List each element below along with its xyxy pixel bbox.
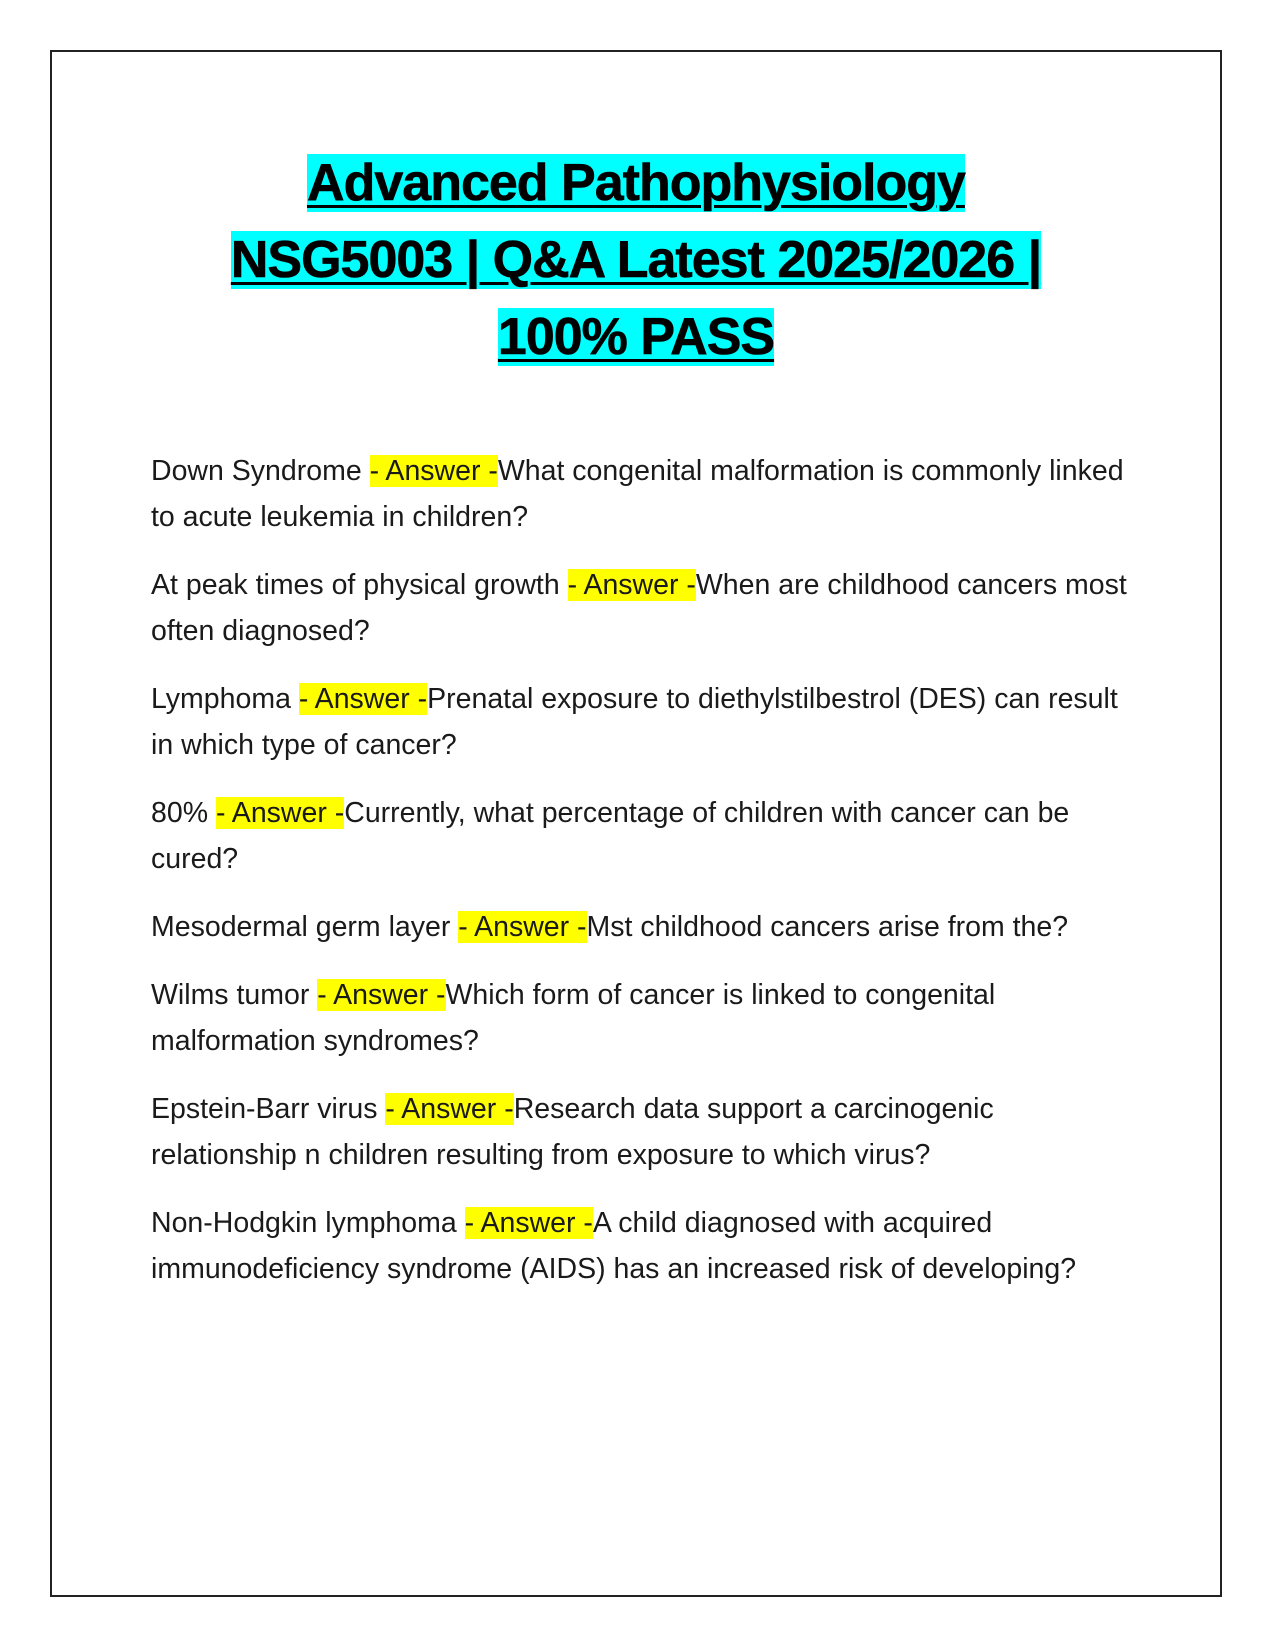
question-text: What congenital malformation is commonly linked to acute leukemia in children? xyxy=(151,455,1124,533)
answer-text: Wilms tumor xyxy=(151,979,318,1011)
qa-list xyxy=(151,448,1136,1314)
answer-separator: - Answer - xyxy=(317,979,446,1011)
answer-separator: - Answer - xyxy=(458,911,587,943)
answer-text: At peak times of physical growth xyxy=(151,569,568,601)
answer-text: Down Syndrome xyxy=(151,455,370,487)
answer-separator: - Answer - xyxy=(464,1207,593,1239)
question-text: Prenatal exposure to diethylstilbestrol (DES) can result in which type of cancer? xyxy=(151,683,1118,761)
title-line-2: NSG5003 | Q&A Latest 2025/2026 | xyxy=(230,231,1042,289)
qa-item xyxy=(151,904,1136,950)
qa-item xyxy=(151,1086,1136,1178)
qa-item xyxy=(151,972,1136,1064)
answer-separator: - Answer - xyxy=(369,455,498,487)
qa-item xyxy=(151,448,1136,540)
qa-item xyxy=(151,676,1136,768)
question-text: Currently, what percentage of children with cancer can be cured? xyxy=(151,797,1070,875)
answer-text: Non-Hodgkin lymphoma xyxy=(151,1207,465,1239)
question-text: Which form of cancer is linked to congenital malformation syndromes? xyxy=(151,979,996,1057)
qa-item xyxy=(151,1200,1136,1292)
answer-text: Lymphoma xyxy=(151,683,299,715)
title-line-1: Advanced Pathophysiology xyxy=(307,154,965,212)
answer-text: Epstein-Barr virus xyxy=(151,1093,386,1125)
qa-item xyxy=(151,790,1136,882)
answer-text: Mesodermal germ layer xyxy=(151,911,459,943)
answer-separator: - Answer - xyxy=(215,797,345,829)
document-title xyxy=(52,145,1220,376)
question-text: Research data support a carcinogenic relationship n children resulting from exposure to which virus? xyxy=(151,1093,994,1171)
answer-separator: - Answer - xyxy=(385,1093,514,1125)
title-line-3: 100% PASS xyxy=(497,308,775,366)
qa-item xyxy=(151,562,1136,654)
question-text: When are childhood cancers most often diagnosed? xyxy=(151,569,1127,647)
answer-separator: - Answer - xyxy=(567,569,696,601)
question-text: Mst childhood cancers arise from the? xyxy=(586,911,1069,943)
question-text: A child diagnosed with acquired immunodeficiency syndrome (AIDS) has an increased risk of developing? xyxy=(151,1207,1077,1285)
answer-separator: - Answer - xyxy=(298,683,428,715)
answer-text: 80% xyxy=(151,797,216,829)
